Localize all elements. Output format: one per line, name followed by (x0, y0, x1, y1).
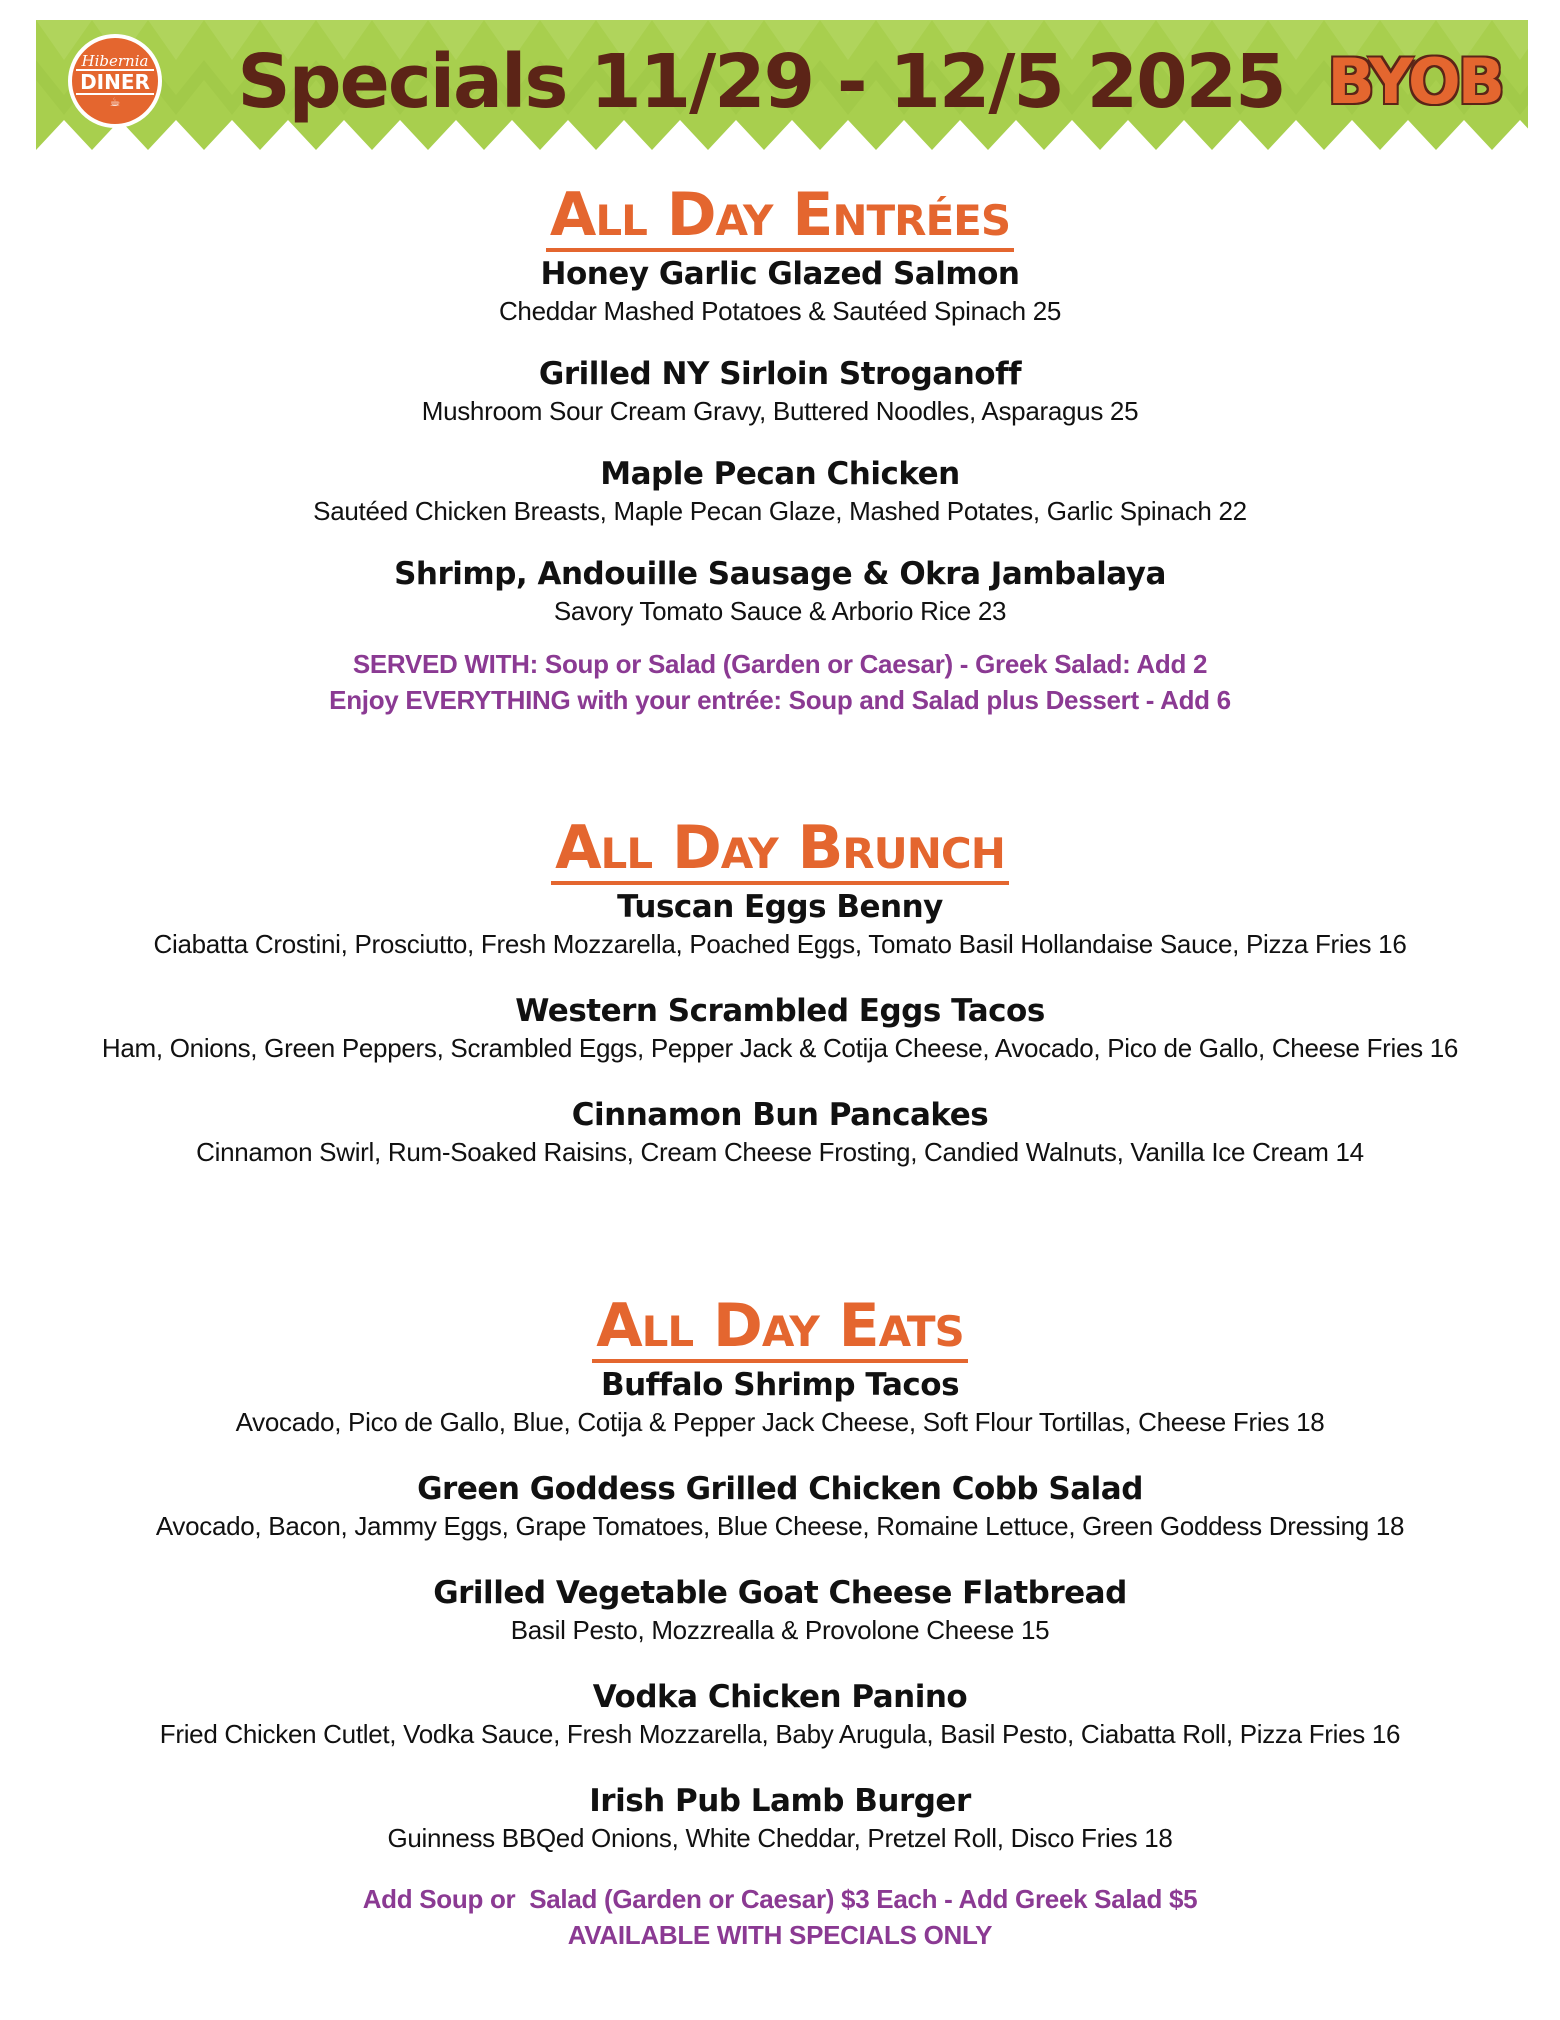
menu-item (0, 1781, 1560, 1855)
menu-item (0, 1469, 1560, 1543)
item-name: Grilled Vegetable Goat Cheese Flatbread (433, 1575, 1127, 1611)
item-name: Maple Pecan Chicken (600, 456, 960, 492)
menu-item (0, 454, 1560, 528)
logo-word: DINER (76, 69, 154, 95)
item-name: Tuscan Eggs Benny (617, 889, 943, 925)
menu-item (0, 1677, 1560, 1751)
menu-item (0, 1573, 1560, 1647)
section-heading-brunch: All Day Brunch (551, 815, 1009, 885)
menu-item (0, 1365, 1560, 1439)
item-description: Avocado, Pico de Gallo, Blue, Cotija & Pepper Jack Cheese, Soft Flour Tortillas, Cheese Fries 18 (235, 1407, 1325, 1437)
menu-item (0, 991, 1560, 1065)
item-name: Vodka Chicken Panino (592, 1679, 968, 1715)
item-description: Basil Pesto, Mozzrealla & Provolone Cheese 15 (510, 1615, 1050, 1645)
specials-only-note: AVAILABLE WITH SPECIALS ONLY (567, 1920, 993, 1950)
section-heading-eats: All Day Eats (592, 1293, 968, 1363)
section-heading-entrees: All Day Entrées (546, 182, 1014, 252)
item-name: Shrimp, Andouille Sausage & Okra Jambalaya (394, 556, 1166, 592)
menu-item (0, 554, 1560, 628)
item-name: Grilled NY Sirloin Stroganoff (538, 356, 1022, 392)
item-description: Guinness BBQed Onions, White Cheddar, Pretzel Roll, Disco Fries 18 (387, 1823, 1173, 1853)
item-name: Western Scrambled Eggs Tacos (515, 993, 1045, 1029)
item-name: Honey Garlic Glazed Salmon (540, 256, 1020, 292)
item-description: Savory Tomato Sauce & Arborio Rice 23 (553, 596, 1007, 626)
served-with-note: SERVED WITH: Soup or Salad (Garden or Caesar) - Greek Salad: Add 2 (352, 649, 1208, 679)
diner-logo (68, 34, 162, 128)
coffee-cup-icon: ☕ (109, 95, 121, 109)
menu-item (0, 254, 1560, 328)
page-title: Specials 11/29 - 12/5 2025 (237, 39, 1285, 125)
item-name: Buffalo Shrimp Tacos (600, 1367, 960, 1403)
item-name: Green Goddess Grilled Chicken Cobb Salad (417, 1471, 1143, 1507)
item-description: Avocado, Bacon, Jammy Eggs, Grape Tomatoes, Blue Cheese, Romaine Lettuce, Green Goddess Dressing 18 (155, 1511, 1405, 1541)
item-description: Cinnamon Swirl, Rum-Soaked Raisins, Cream Cheese Frosting, Candied Walnuts, Vanilla Ice Cream 14 (196, 1137, 1364, 1167)
menu-item (0, 354, 1560, 428)
header-banner (36, 20, 1528, 150)
item-name: Irish Pub Lamb Burger (589, 1783, 971, 1819)
enjoy-everything-note: Enjoy EVERYTHING with your entrée: Soup and Salad plus Dessert - Add 6 (329, 685, 1231, 715)
section-eats (0, 1293, 1560, 1953)
item-description: Sautéed Chicken Breasts, Maple Pecan Glaze, Mashed Potates, Garlic Spinach 22 (313, 496, 1247, 526)
byob-badge: BYOB (1327, 45, 1502, 118)
item-description: Ciabatta Crostini, Prosciutto, Fresh Mozzarella, Poached Eggs, Tomato Basil Hollandaise Sauce, Pizza Fries 16 (153, 929, 1407, 959)
menu-item (0, 887, 1560, 961)
section-entrees (0, 182, 1560, 718)
menu-item (0, 1095, 1560, 1169)
add-soup-salad-note: Add Soup or Salad (Garden or Caesar) $3 Each - Add Greek Salad $5 (362, 1884, 1198, 1914)
item-description: Cheddar Mashed Potatoes & Sautéed Spinach 25 (498, 296, 1062, 326)
item-description: Ham, Onions, Green Peppers, Scrambled Eggs, Pepper Jack & Cotija Cheese, Avocado, Pico de Gallo, Cheese Fries 16 (101, 1033, 1459, 1063)
item-name: Cinnamon Bun Pancakes (571, 1097, 989, 1133)
logo-script-text: Hibernia (81, 52, 149, 70)
item-description: Mushroom Sour Cream Gravy, Buttered Noodles, Asparagus 25 (421, 396, 1139, 426)
item-description: Fried Chicken Cutlet, Vodka Sauce, Fresh Mozzarella, Baby Arugula, Basil Pesto, Ciabatta Roll, Pizza Fries 16 (159, 1719, 1401, 1749)
section-brunch (0, 815, 1560, 1169)
